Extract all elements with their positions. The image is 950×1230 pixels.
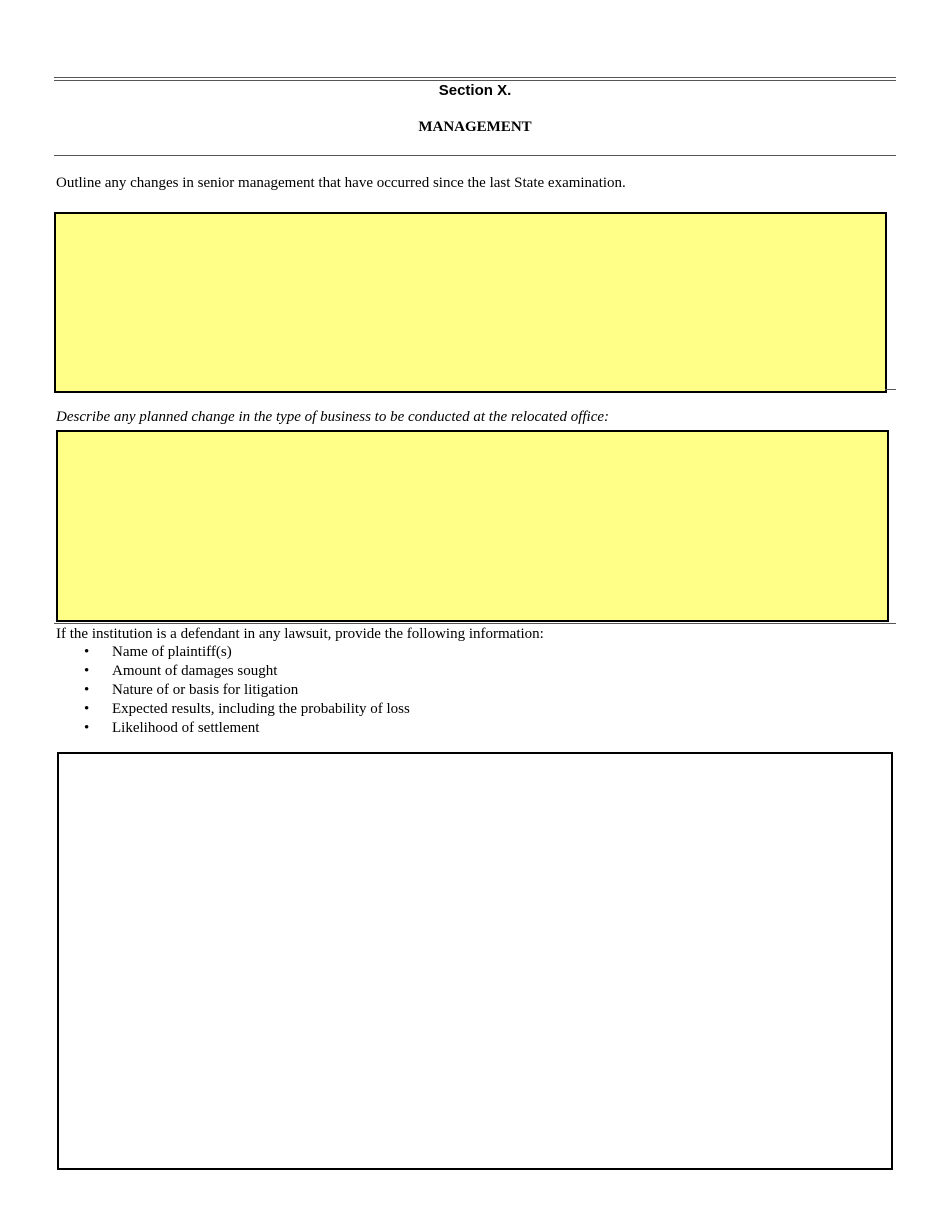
lawsuit-answer-field[interactable] bbox=[57, 752, 893, 1170]
bullet-icon: • bbox=[84, 682, 90, 698]
field-divider-stub bbox=[885, 389, 896, 390]
planned-business-question: Describe any planned change in the type of business to be conducted at the relocated office: bbox=[56, 409, 610, 425]
lawsuit-item-label: Likelihood of settlement bbox=[112, 720, 260, 736]
section-title: Section X. bbox=[438, 82, 512, 99]
lawsuit-question: If the institution is a defendant in any lawsuit, provide the following information: bbox=[56, 626, 544, 642]
lawsuit-item-label: Amount of damages sought bbox=[112, 663, 278, 679]
header-rule-bottom bbox=[54, 80, 896, 81]
list-item bbox=[84, 643, 410, 662]
section-heading: MANAGEMENT bbox=[418, 119, 532, 135]
senior-management-question: Outline any changes in senior management that have occurred since the last State examination. bbox=[56, 175, 626, 191]
lawsuit-item-label: Nature of or basis for litigation bbox=[112, 682, 299, 698]
lawsuit-items-list bbox=[84, 643, 410, 738]
bullet-icon: • bbox=[84, 720, 90, 736]
heading-divider bbox=[54, 155, 896, 156]
senior-management-answer-field[interactable] bbox=[54, 212, 887, 393]
lawsuit-item-label: Name of plaintiff(s) bbox=[112, 644, 232, 660]
list-item bbox=[84, 719, 410, 738]
field-divider bbox=[54, 623, 896, 624]
header-rule-top bbox=[54, 77, 896, 78]
bullet-icon: • bbox=[84, 644, 90, 660]
bullet-icon: • bbox=[84, 701, 90, 717]
planned-business-answer-field[interactable] bbox=[56, 430, 889, 622]
list-item bbox=[84, 700, 410, 719]
list-item bbox=[84, 662, 410, 681]
list-item bbox=[84, 681, 410, 700]
lawsuit-item-label: Expected results, including the probability of loss bbox=[112, 701, 410, 717]
bullet-icon: • bbox=[84, 663, 90, 679]
